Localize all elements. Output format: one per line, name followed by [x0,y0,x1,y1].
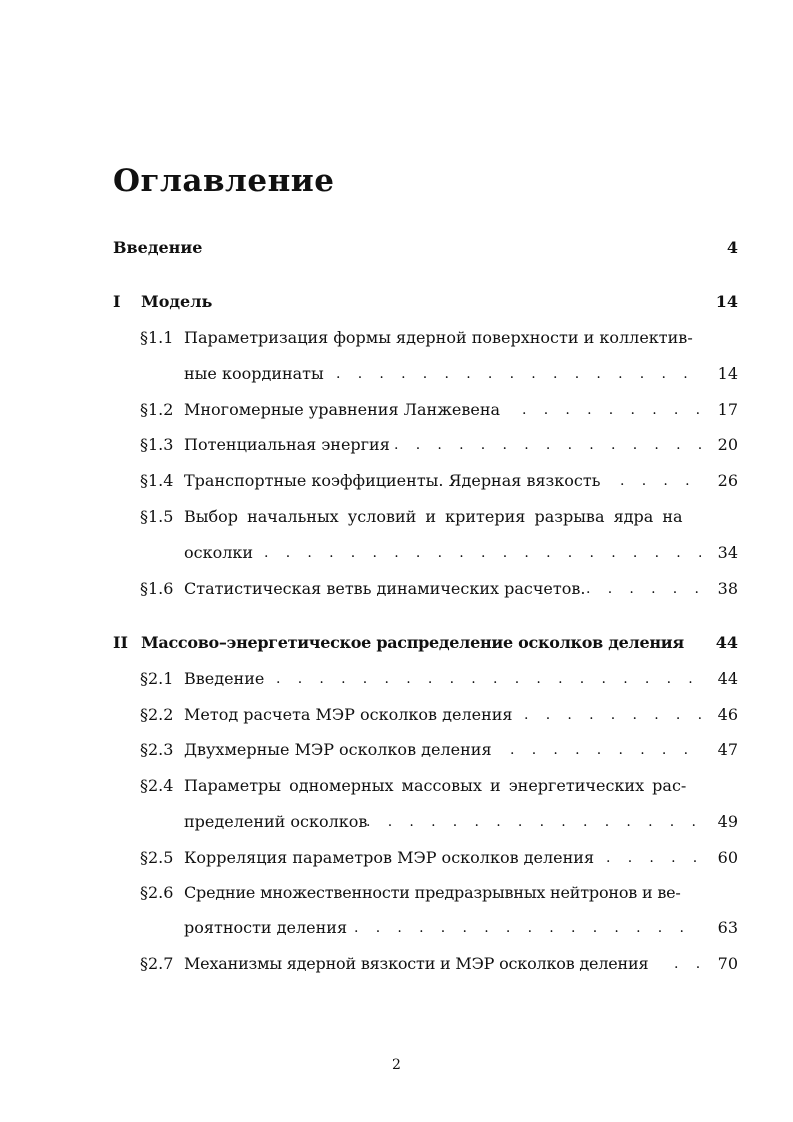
toc-entry-2-6[interactable] [0,883,793,907]
toc-page: 17 [717,400,738,419]
section-title: Метод расчета МЭР осколков деления [184,705,513,724]
toc-page: 4 [726,238,738,257]
toc-entry-2-4-cont[interactable] [0,812,793,836]
page-number: 2 [392,1057,401,1073]
section-title: Многомерные уравнения Ланжевена [184,400,501,419]
toc-page: 26 [717,471,738,490]
section-number: §1.1 [140,328,174,347]
toc-page: 46 [717,705,738,724]
leader-dots [264,545,701,565]
leader-dots [336,366,701,386]
section-title: Параметры одномерных массовых и энергетических рас- [184,776,687,795]
page-title: Оглавление [113,163,335,199]
leader-dots [586,581,701,601]
toc-entry-1-5-cont[interactable] [0,543,793,567]
section-number: §2.6 [140,883,174,902]
leader-dots [674,956,701,976]
toc-page: 20 [717,435,738,454]
toc-part-1[interactable] [0,292,793,316]
section-number: §1.5 [140,507,174,526]
toc-part-2[interactable] [0,633,793,657]
part-number: I [113,292,121,311]
leader-dots [354,920,701,940]
section-number: §1.4 [140,471,174,490]
section-title: Введение [184,669,265,688]
toc-entry-2-1[interactable] [0,669,793,693]
toc-page: 60 [717,848,738,867]
leader-dots [606,850,701,870]
section-number: §2.2 [140,705,174,724]
section-title-cont: пределений осколков [184,812,368,831]
section-number: §1.3 [140,435,174,454]
leader-dots [510,742,701,762]
leader-dots [522,402,701,422]
section-title-cont: ные координаты [184,364,324,383]
toc-page: 14 [717,364,738,383]
toc-page: 34 [717,543,738,562]
leader-dots [394,437,701,457]
leader-dots [366,814,701,834]
section-number: §2.7 [140,954,174,973]
toc-page: 49 [717,812,738,831]
section-number: §2.4 [140,776,174,795]
toc-entry-2-5[interactable] [0,848,793,872]
section-title: Корреляция параметров МЭР осколков деления [184,848,595,867]
toc-label: Введение [113,238,203,257]
toc-page: 14 [715,292,738,311]
part-number: II [113,633,128,652]
section-title-cont: осколки [184,543,254,562]
section-title: Двухмерные МЭР осколков деления [184,740,492,759]
section-number: §2.1 [140,669,174,688]
toc-page: 44 [717,669,738,688]
toc-entry-2-3[interactable] [0,740,793,764]
leader-dots [276,671,701,691]
section-title: Выбор начальных условий и критерия разрыва ядра на [184,507,683,526]
section-title: Параметризация формы ядерной поверхности и коллектив- [184,328,693,347]
section-title: Потенциальная энергия [184,435,390,454]
part-label: Модель [141,292,213,311]
toc-entry-2-2[interactable] [0,705,793,729]
section-number: §2.5 [140,848,174,867]
section-title-cont: роятности деления [184,918,348,937]
toc-entry-1-1[interactable] [0,328,793,352]
section-title: Статистическая ветвь динамических расчетов. [184,579,586,598]
toc-page: 70 [717,954,738,973]
toc-page: 47 [717,740,738,759]
section-number: §1.2 [140,400,174,419]
section-title: Средние множественности предразрывных нейтронов и ве- [184,883,681,902]
toc-entry-1-5[interactable] [0,507,793,531]
toc-page: 63 [717,918,738,937]
toc-entry-2-4[interactable] [0,776,793,800]
toc-entry-1-6[interactable] [0,579,793,603]
part-label: Массово–энергетическое распределение осколков деления [141,633,684,652]
toc-entry-1-3[interactable] [0,435,793,459]
section-number: §2.3 [140,740,174,759]
section-title: Механизмы ядерной вязкости и МЭР осколков деления [184,954,649,973]
leader-dots [620,473,701,493]
toc-entry-1-2[interactable] [0,400,793,424]
section-title: Транспортные коэффициенты. Ядерная вязкость [184,471,601,490]
leader-dots [524,707,701,727]
toc-page: 38 [717,579,738,598]
section-number: §1.6 [140,579,174,598]
toc-entry-1-1-cont[interactable] [0,364,793,388]
toc-page: 44 [715,633,738,652]
toc-entry-intro[interactable] [0,238,793,262]
toc-entry-2-6-cont[interactable] [0,918,793,942]
toc-entry-2-7[interactable] [0,954,793,978]
toc-entry-1-4[interactable] [0,471,793,495]
